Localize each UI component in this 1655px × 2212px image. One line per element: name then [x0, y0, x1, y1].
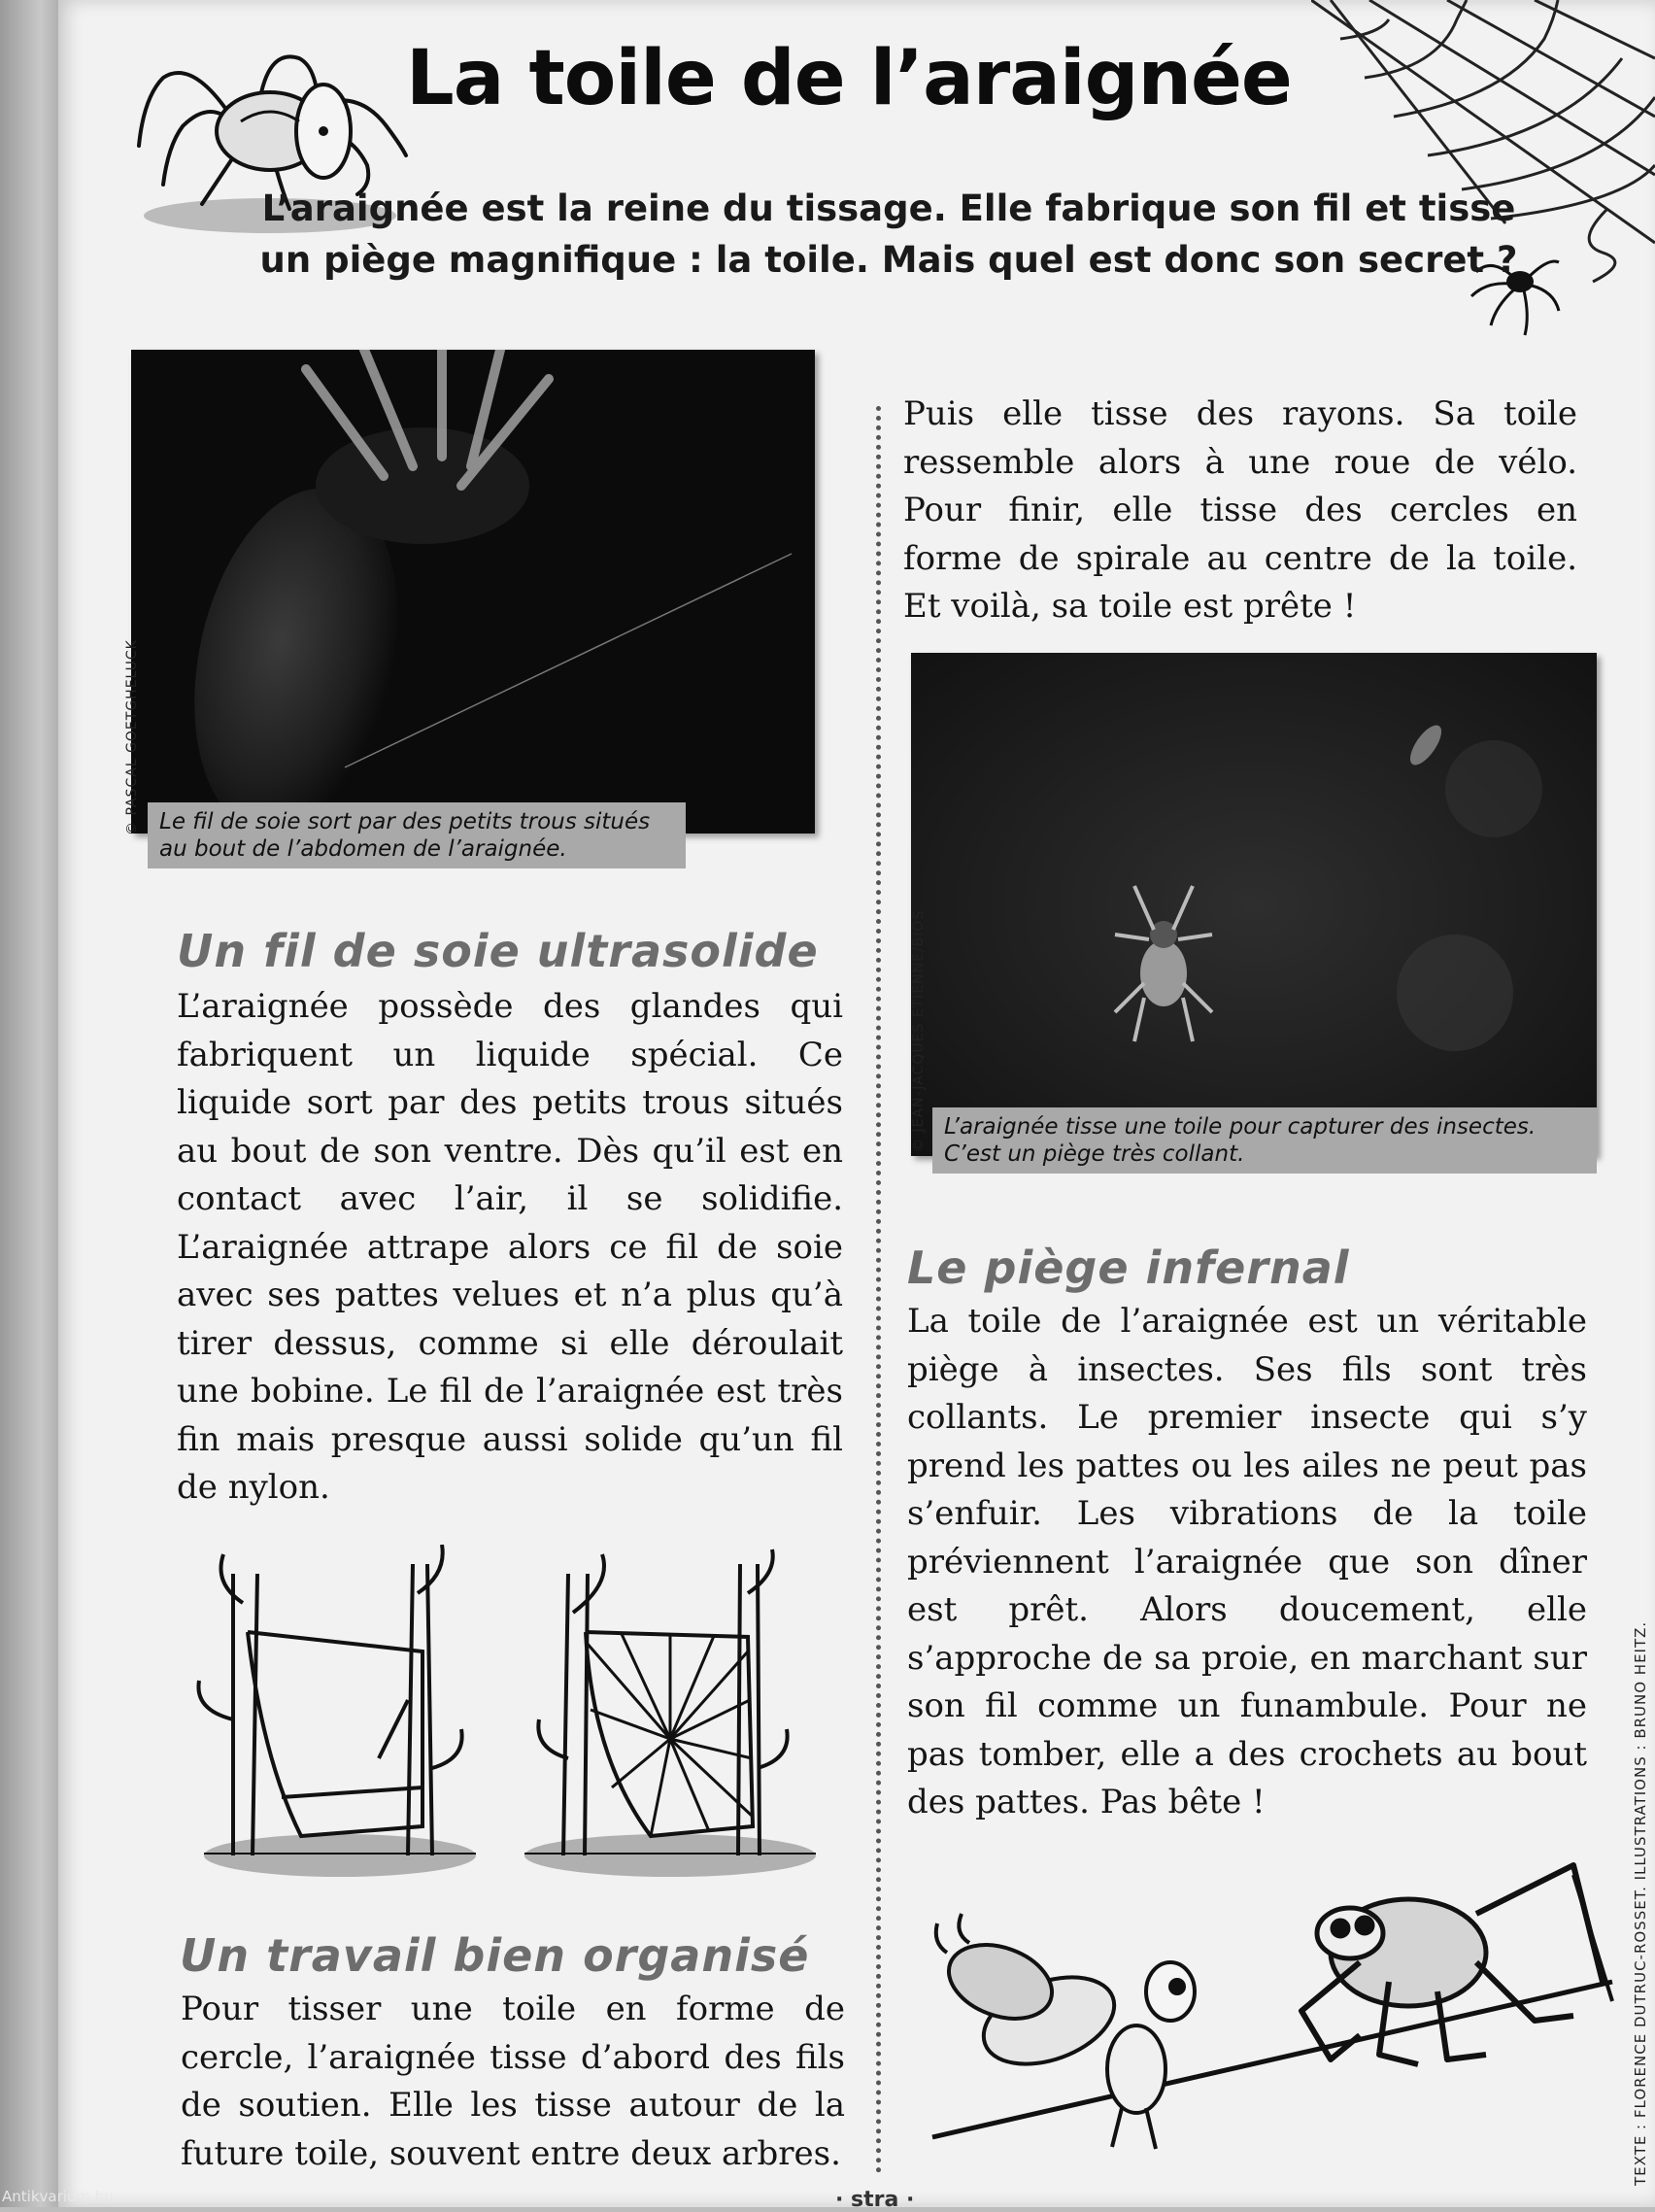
photo-web-image	[911, 653, 1597, 1156]
photo-spider-web	[911, 653, 1597, 1156]
intro-text: L’araignée est la reine du tissage. Elle fabrique son fil et tisse un piège magnifique : la toile. Mais quel est donc son secret ?	[259, 187, 1518, 281]
photo-spider-spinneret	[131, 350, 815, 834]
text-fil-de-soie: L’araignée possède des glandes qui fabriquent un liquide spécial. Ce liquide sort par des petits trous situés au bout de son ventre. Dès qu’il est en contact avec l’air, il se solidifie. L’araignée attrape alors ce fil de soie avec ses pattes velues et n’a plus qu’à tirer dessus, comme si elle déroulait une bobine. Le fil de l’araignée est très fin mais presque aussi solide qu’un fil de nylon.	[177, 987, 843, 1507]
page-spine	[0, 0, 58, 2207]
photo-spinneret-image	[131, 350, 815, 834]
footer-fragment: · stra ·	[835, 2188, 915, 2212]
spider-fly-illustration	[894, 1846, 1632, 2176]
photo1-credit: © PASCAL GOETGHELUCK	[124, 639, 140, 835]
text-piege-infernal: La toile de l’araignée est un véritable piège à insectes. Ses fils sont très collants. Le premier insecte qui s’y prend les pattes ou les ailes ne peut pas s’enfuir. Les vibrations de la toile préviennent l’araignée que son dîner est prêt. Alors doucement, elle s’approche de sa proie, en marchant sur son fil comme un funambule. Pour ne pas tomber, elle a des crochets au bout des pattes. Pas bête !	[907, 1302, 1587, 1821]
photo1-caption: Le fil de soie sort par des petits trous situés au bout de l’abdomen de l’araignée.	[148, 802, 686, 868]
photo2-credit: © JEAN-JACQUES ETIENNE/BIOS	[911, 909, 927, 1152]
column-divider	[876, 406, 881, 2174]
spider-web-illustration	[1311, 0, 1655, 350]
watermark: Antikvarium.hu	[2, 2188, 114, 2205]
web-construction-illustration	[185, 1545, 845, 1885]
text-travail-organise: Pour tisser une toile en forme de cercle, l’araignée tisse d’abord des fils de soutien. Elle les tisse autour de la future toile, souvent entre deux arbres.	[181, 1990, 845, 2173]
heading-travail-organise: Un travail bien organisé	[180, 1929, 810, 1982]
photo2-caption: L’araignée tisse une toile pour capturer des insectes. C’est un piège très collant.	[932, 1107, 1597, 1174]
side-credit: TEXTE : FLORENCE DUTRUC-ROSSET. ILLUSTRATIONS : BRUNO HEITZ.	[1632, 1620, 1649, 2186]
page-title: La toile de l’araignée	[406, 35, 1292, 122]
heading-fil-de-soie: Un fil de soie ultrasolide	[177, 925, 819, 977]
text-rayons: Puis elle tisse des rayons. Sa toile ressemble alors à une roue de vélo. Pour finir, elle tisse des cercles en forme de spirale au centre de la toile. Et voilà, sa toile est prête !	[903, 394, 1577, 626]
heading-piege-infernal: Le piège infernal	[907, 1242, 1350, 1294]
